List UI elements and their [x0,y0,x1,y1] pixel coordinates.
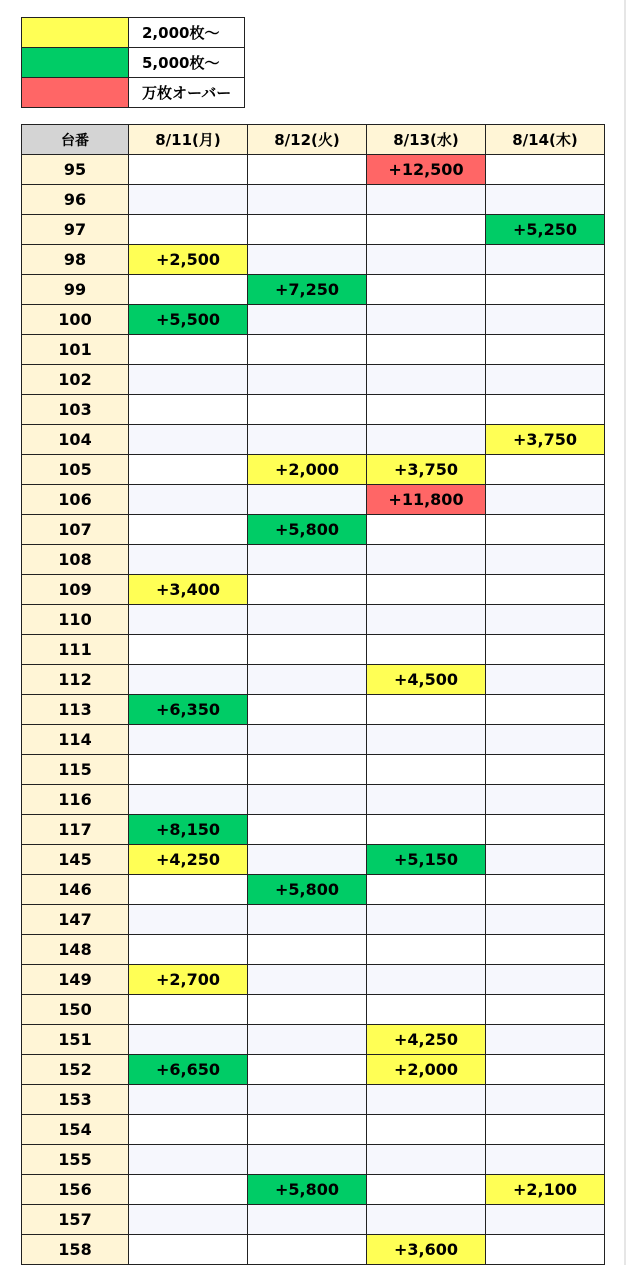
result-cell: +6,650 [129,1055,248,1085]
result-cell [367,185,486,215]
machine-number: 146 [22,875,129,905]
machine-number: 95 [22,155,129,185]
result-cell [486,1085,605,1115]
result-cell [367,545,486,575]
result-cell [129,755,248,785]
result-cell [129,935,248,965]
table-row [22,485,605,515]
result-cell [486,305,605,335]
machine-number: 152 [22,1055,129,1085]
result-cell [486,155,605,185]
machine-number: 116 [22,785,129,815]
result-cell [486,995,605,1025]
result-cell [367,875,486,905]
table-row [22,1055,605,1085]
machine-number: 156 [22,1175,129,1205]
result-cell [248,485,367,515]
result-cell [248,245,367,275]
result-cell [129,485,248,515]
result-cell [367,305,486,335]
table-row [22,995,605,1025]
result-cell: +4,500 [367,665,486,695]
machine-number: 99 [22,275,129,305]
machine-number: 114 [22,725,129,755]
table-row [22,875,605,905]
machine-number: 157 [22,1205,129,1235]
machine-number-header: 台番 [22,125,129,155]
result-cell: +4,250 [367,1025,486,1055]
result-cell [129,1175,248,1205]
table-row [22,605,605,635]
machine-number: 97 [22,215,129,245]
table-row [22,935,605,965]
results-table [21,124,605,1265]
machine-number: 96 [22,185,129,215]
result-cell [129,425,248,455]
table-row [22,1235,605,1265]
result-cell [486,275,605,305]
table-row [22,1145,605,1175]
result-cell: +5,250 [486,215,605,245]
table-row [22,215,605,245]
table-row [22,455,605,485]
result-cell [367,365,486,395]
table-row [22,725,605,755]
table-row [22,515,605,545]
result-cell [367,755,486,785]
result-cell [248,845,367,875]
machine-number: 107 [22,515,129,545]
result-cell: +3,750 [367,455,486,485]
result-cell [248,215,367,245]
result-cell [248,995,367,1025]
result-cell [367,1175,486,1205]
machine-number: 150 [22,995,129,1025]
result-cell: +5,500 [129,305,248,335]
table-row [22,365,605,395]
result-cell [129,275,248,305]
machine-number: 153 [22,1085,129,1115]
result-cell [248,755,367,785]
result-cell [248,905,367,935]
table-row [22,635,605,665]
result-cell [367,215,486,245]
result-cell [486,365,605,395]
machine-number: 147 [22,905,129,935]
result-cell [248,425,367,455]
date-header: 8/14(木) [486,125,605,155]
header-row [22,125,605,155]
result-cell [486,635,605,665]
result-cell [248,335,367,365]
result-cell [129,875,248,905]
result-cell [367,335,486,365]
result-cell [248,635,367,665]
result-cell: +5,800 [248,875,367,905]
color-legend [21,17,245,108]
result-cell [486,695,605,725]
machine-number: 106 [22,485,129,515]
result-cell [486,1025,605,1055]
result-cell [367,695,486,725]
result-cell [486,965,605,995]
result-cell: +5,150 [367,845,486,875]
result-cell [367,425,486,455]
table-row [22,1175,605,1205]
result-cell [367,785,486,815]
legend-label-10000: 万枚オーバー [129,78,245,108]
result-cell [367,245,486,275]
date-header: 8/12(火) [248,125,367,155]
table-row [22,335,605,365]
legend-row-2000 [22,18,245,48]
result-cell [486,245,605,275]
machine-number: 145 [22,845,129,875]
result-cell: +11,800 [367,485,486,515]
machine-number: 110 [22,605,129,635]
result-cell: +3,600 [367,1235,486,1265]
machine-number: 109 [22,575,129,605]
table-row [22,395,605,425]
result-cell [129,1115,248,1145]
result-cell [129,1085,248,1115]
result-cell [129,995,248,1025]
result-cell [367,605,486,635]
result-cell [129,1235,248,1265]
machine-number: 148 [22,935,129,965]
result-cell [248,785,367,815]
result-cell [486,185,605,215]
result-cell [486,545,605,575]
table-row [22,575,605,605]
result-cell [486,935,605,965]
result-cell [486,1115,605,1145]
result-cell [129,665,248,695]
result-cell [129,725,248,755]
result-cell: +3,750 [486,425,605,455]
result-cell [486,1205,605,1235]
result-cell: +2,500 [129,245,248,275]
machine-number: 105 [22,455,129,485]
table-row [22,965,605,995]
result-cell [129,905,248,935]
result-cell [367,395,486,425]
table-row [22,545,605,575]
result-cell [248,695,367,725]
result-cell [129,545,248,575]
result-cell [486,725,605,755]
table-row [22,695,605,725]
result-cell [486,575,605,605]
machine-number: 101 [22,335,129,365]
machine-number: 100 [22,305,129,335]
result-cell [367,725,486,755]
table-row [22,905,605,935]
legend-swatch-green [22,48,129,78]
result-cell: +12,500 [367,155,486,185]
result-cell [367,575,486,605]
result-cell [248,155,367,185]
result-cell [367,905,486,935]
table-row [22,1205,605,1235]
date-header: 8/11(月) [129,125,248,155]
legend-label-2000: 2,000枚～ [129,18,245,48]
result-cell [367,515,486,545]
legend-row-10000 [22,78,245,108]
result-cell [248,365,367,395]
date-header: 8/13(水) [367,125,486,155]
table-row [22,815,605,845]
result-cell [486,485,605,515]
result-cell [248,935,367,965]
result-cell [486,335,605,365]
table-row [22,1085,605,1115]
result-cell [486,845,605,875]
result-cell [367,1115,486,1145]
result-cell [248,725,367,755]
result-cell [129,785,248,815]
table-row [22,155,605,185]
machine-number: 117 [22,815,129,845]
result-cell [248,1025,367,1055]
result-cell [248,1235,367,1265]
legend-label-5000: 5,000枚～ [129,48,245,78]
table-row [22,1025,605,1055]
result-cell [248,185,367,215]
result-cell [129,335,248,365]
result-cell [367,935,486,965]
result-cell [129,1205,248,1235]
result-cell [129,455,248,485]
machine-number: 149 [22,965,129,995]
result-cell [129,155,248,185]
result-cell [129,1145,248,1175]
result-cell [129,215,248,245]
result-cell: +2,700 [129,965,248,995]
result-cell: +2,000 [248,455,367,485]
result-cell [248,545,367,575]
result-cell [129,395,248,425]
result-cell [486,815,605,845]
result-cell [248,1115,367,1145]
machine-number: 155 [22,1145,129,1175]
result-cell [486,905,605,935]
table-body [22,155,605,1265]
result-cell [486,785,605,815]
result-cell [248,1145,367,1175]
result-cell [248,575,367,605]
table-row [22,425,605,455]
result-cell [486,1235,605,1265]
result-cell [486,875,605,905]
machine-number: 103 [22,395,129,425]
table-row [22,845,605,875]
result-cell [367,995,486,1025]
result-cell [248,815,367,845]
machine-number: 111 [22,635,129,665]
machine-number: 112 [22,665,129,695]
table-row [22,1115,605,1145]
result-cell [486,515,605,545]
result-cell [367,1205,486,1235]
legend-swatch-red [22,78,129,108]
result-cell [129,635,248,665]
legend-row-5000 [22,48,245,78]
result-cell [129,365,248,395]
result-cell: +2,000 [367,1055,486,1085]
table-row [22,305,605,335]
result-cell [248,395,367,425]
result-cell: +2,100 [486,1175,605,1205]
result-cell: +5,800 [248,515,367,545]
result-cell [367,1145,486,1175]
machine-number: 115 [22,755,129,785]
result-cell [486,1055,605,1085]
table-row [22,275,605,305]
result-cell [248,1085,367,1115]
result-cell [129,515,248,545]
result-cell [367,635,486,665]
table-row [22,755,605,785]
result-cell [248,1055,367,1085]
table-row [22,245,605,275]
machine-number: 154 [22,1115,129,1145]
result-cell: +6,350 [129,695,248,725]
machine-number: 104 [22,425,129,455]
result-cell: +8,150 [129,815,248,845]
result-cell [248,605,367,635]
result-cell [486,665,605,695]
result-cell [367,1085,486,1115]
result-cell [486,755,605,785]
result-cell [486,605,605,635]
machine-number: 113 [22,695,129,725]
machine-number: 158 [22,1235,129,1265]
result-cell [129,605,248,635]
result-cell [486,1145,605,1175]
result-cell: +3,400 [129,575,248,605]
result-cell [248,965,367,995]
table-row [22,785,605,815]
result-cell [248,1205,367,1235]
table-row [22,665,605,695]
machine-number: 151 [22,1025,129,1055]
result-cell [129,1025,248,1055]
result-cell [129,185,248,215]
machine-number: 102 [22,365,129,395]
result-cell: +4,250 [129,845,248,875]
result-cell: +5,800 [248,1175,367,1205]
result-cell: +7,250 [248,275,367,305]
result-cell [486,455,605,485]
result-cell [486,395,605,425]
result-cell [367,815,486,845]
result-cell [248,665,367,695]
machine-number: 98 [22,245,129,275]
table-row [22,185,605,215]
result-cell [367,965,486,995]
result-cell [367,275,486,305]
result-cell [248,305,367,335]
legend-swatch-yellow [22,18,129,48]
machine-number: 108 [22,545,129,575]
